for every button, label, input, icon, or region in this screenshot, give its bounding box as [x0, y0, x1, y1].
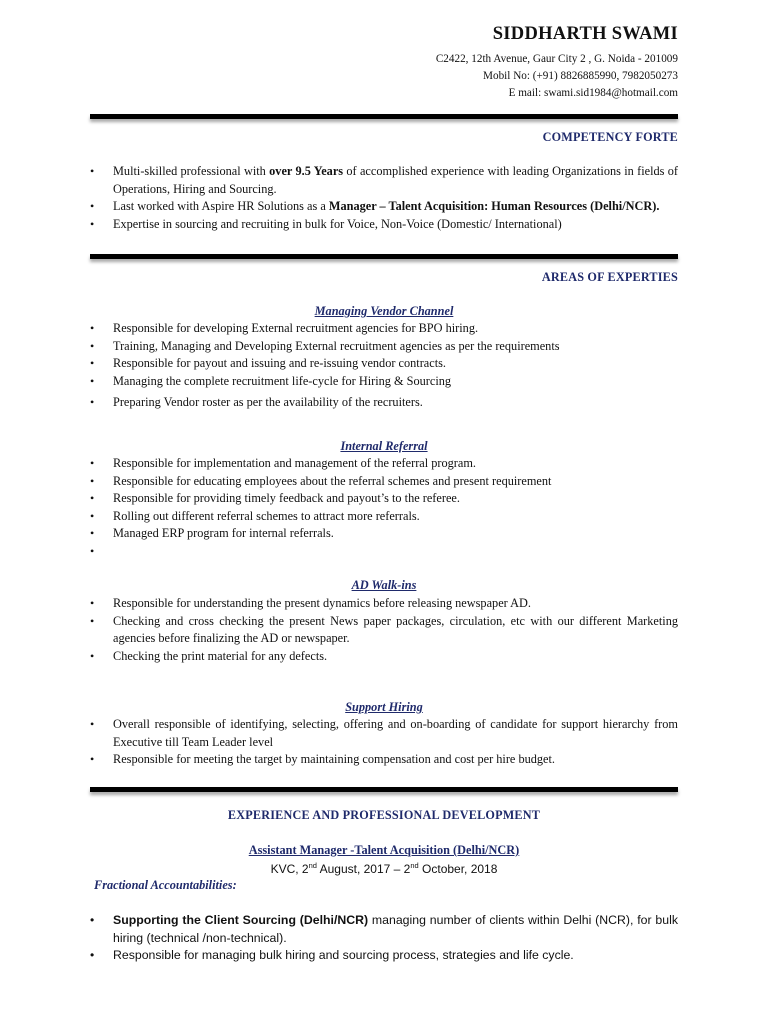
list-item: • Checking the print material for any defects.: [90, 648, 678, 666]
expertise-title: AREAS OF EXPERTIES: [541, 270, 678, 284]
list-item: • Responsible for providing timely feedback and payout’s to the referee.: [90, 490, 678, 508]
list-item: • Managing the complete recruitment life-cycle for Hiring & Sourcing: [90, 373, 678, 391]
list-item: • Responsible for understanding the present dynamics before releasing newspaper AD.: [90, 595, 678, 613]
support-heading: Support Hiring: [345, 700, 423, 714]
list-item: • Responsible for meeting the target by maintaining compensation and cost per hire budget.: [90, 751, 678, 769]
support-list: [90, 716, 678, 769]
vendor-list: [90, 320, 678, 412]
experience-title: EXPERIENCE AND PROFESSIONAL DEVELOPMENT: [227, 808, 541, 822]
list-item: • Multi-skilled professional with over 9.5 Years of accomplished experience with leading Organizations in fields of Operations, Hiring and Sourcing.: [90, 163, 678, 198]
list-item: • Preparing Vendor roster as per the availability of the recruiters.: [90, 394, 678, 412]
functional-accountabilities-label: Fractional Accountabilities:: [94, 878, 237, 892]
list-item: • Supporting the Client Sourcing (Delhi/NCR) managing number of clients within Delhi (NCR), for bulk hiring (technical /non-technical).: [90, 912, 678, 947]
list-item: • Last worked with Aspire HR Solutions as a Manager – Talent Acquisition: Human Resources (Delhi/NCR).: [90, 198, 678, 216]
list-item: • Training, Managing and Developing External recruitment agencies as per the requirements: [90, 338, 678, 356]
list-item: • Responsible for educating employees about the referral schemes and present requirement: [90, 473, 678, 491]
job-company-dates: KVC, 2nd August, 2017 – 2nd October, 2018: [270, 861, 498, 876]
resume-header: [436, 24, 678, 102]
email-line: E mail: swami.sid1984@hotmail.com: [508, 87, 678, 99]
competency-title: COMPETENCY FORTE: [542, 130, 678, 144]
list-item: • Responsible for implementation and management of the referral program.: [90, 455, 678, 473]
list-item: • Overall responsible of identifying, selecting, offering and on-boarding of candidate for support hierarchy from Executive till Team Leader level: [90, 716, 678, 751]
divider-rule: [90, 787, 678, 792]
divider-rule: [90, 114, 678, 119]
referral-heading: Internal Referral: [340, 439, 428, 453]
list-item: • Checking and cross checking the present News paper packages, circulation, etc with our different Marketing agencies before finalizing the AD or newspaper.: [90, 613, 678, 648]
list-item: • Rolling out different referral schemes to attract more referrals.: [90, 508, 678, 526]
walkins-heading: AD Walk-ins: [351, 578, 417, 592]
list-item: • Managed ERP program for internal referrals.: [90, 525, 678, 543]
list-item: • Responsible for developing External recruitment agencies for BPO hiring.: [90, 320, 678, 338]
list-item: • Responsible for managing bulk hiring and sourcing process, strategies and life cycle.: [90, 947, 678, 965]
competency-list: [90, 163, 678, 233]
referral-list: [90, 455, 678, 561]
list-item: [90, 543, 678, 561]
list-item: • Responsible for payout and issuing and re-issuing vendor contracts.: [90, 355, 678, 373]
mobile-line: Mobil No: (+91) 8826885990, 7982050273: [483, 70, 678, 82]
list-item: • Expertise in sourcing and recruiting in bulk for Voice, Non-Voice (Domestic/ International): [90, 216, 678, 234]
job-title: Assistant Manager -Talent Acquisition (Delhi/NCR): [248, 843, 520, 857]
experience-list: [90, 912, 678, 965]
vendor-heading: Managing Vendor Channel: [314, 304, 454, 318]
walkins-list: [90, 595, 678, 665]
address-line: C2422, 12th Avenue, Gaur City 2 , G. Noida - 201009: [435, 53, 678, 65]
divider-rule: [90, 254, 678, 259]
candidate-name: SIDDHARTH SWAMI: [492, 24, 678, 44]
